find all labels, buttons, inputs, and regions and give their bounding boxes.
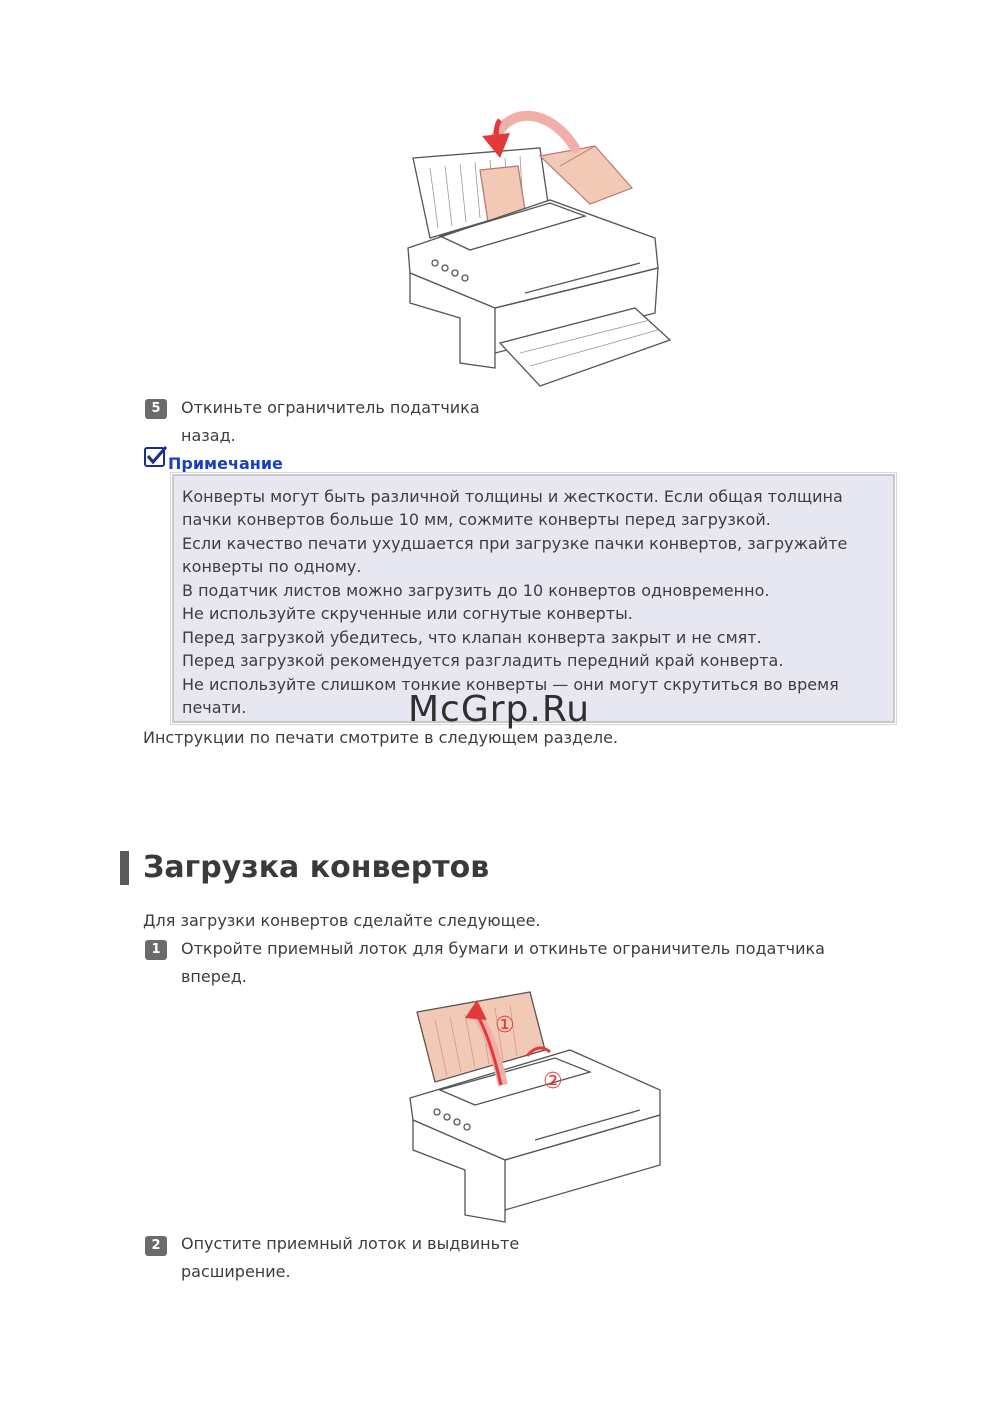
printer-envelope-illustration bbox=[400, 108, 680, 393]
note-line: Перед загрузкой убедитесь, что клапан конверта закрыт и не смят. bbox=[182, 628, 762, 647]
heading-accent-bar bbox=[120, 851, 129, 885]
note-line: Конверты могут быть различной толщины и жесткости. Если общая толщина bbox=[182, 487, 843, 506]
step-number-badge: 1 bbox=[145, 940, 167, 960]
note-line: пачки конвертов больше 10 мм, сожмите конверты перед загрузкой. bbox=[182, 510, 771, 529]
step-5-line-2: назад. bbox=[181, 426, 236, 445]
figure-label-1: ① bbox=[495, 1013, 515, 1038]
step-1-line-2: вперед. bbox=[181, 967, 247, 986]
section-intro: Для загрузки конвертов сделайте следующее. bbox=[143, 911, 541, 930]
note-line: Не используйте слишком тонкие конверты — они могут скрутиться во время bbox=[182, 675, 839, 694]
watermark: McGrp.Ru bbox=[408, 689, 591, 730]
note-line: Перед загрузкой рекомендуется разгладить передний край конверта. bbox=[182, 651, 784, 670]
note-line: В податчик листов можно загрузить до 10 конвертов одновременно. bbox=[182, 581, 770, 600]
note-line: печати. bbox=[182, 698, 247, 717]
printer-open-tray-illustration bbox=[405, 990, 670, 1225]
note-line: Если качество печати ухудшается при загрузке пачки конвертов, загружайте bbox=[182, 534, 848, 553]
step-number-badge: 5 bbox=[145, 399, 167, 419]
step-2-line-2: расширение. bbox=[181, 1262, 291, 1281]
note-line: конверты по одному. bbox=[182, 557, 362, 576]
step-2-line-1: Опустите приемный лоток и выдвиньте bbox=[181, 1234, 520, 1253]
step-5-line-1: Откиньте ограничитель податчика bbox=[181, 398, 480, 417]
section-title: Загрузка конвертов bbox=[143, 850, 490, 885]
step-1-line-1: Откройте приемный лоток для бумаги и откиньте ограничитель податчика bbox=[181, 939, 825, 958]
note-box bbox=[172, 474, 895, 723]
note-title: Примечание bbox=[168, 454, 283, 473]
figure-label-2: ② bbox=[543, 1069, 563, 1094]
checkmark-note-icon bbox=[144, 446, 168, 468]
step-number-badge: 2 bbox=[145, 1236, 167, 1256]
note-line: Не используйте скрученные или согнутые конверты. bbox=[182, 604, 633, 623]
instructions-text: Инструкции по печати смотрите в следующем разделе. bbox=[143, 728, 619, 747]
